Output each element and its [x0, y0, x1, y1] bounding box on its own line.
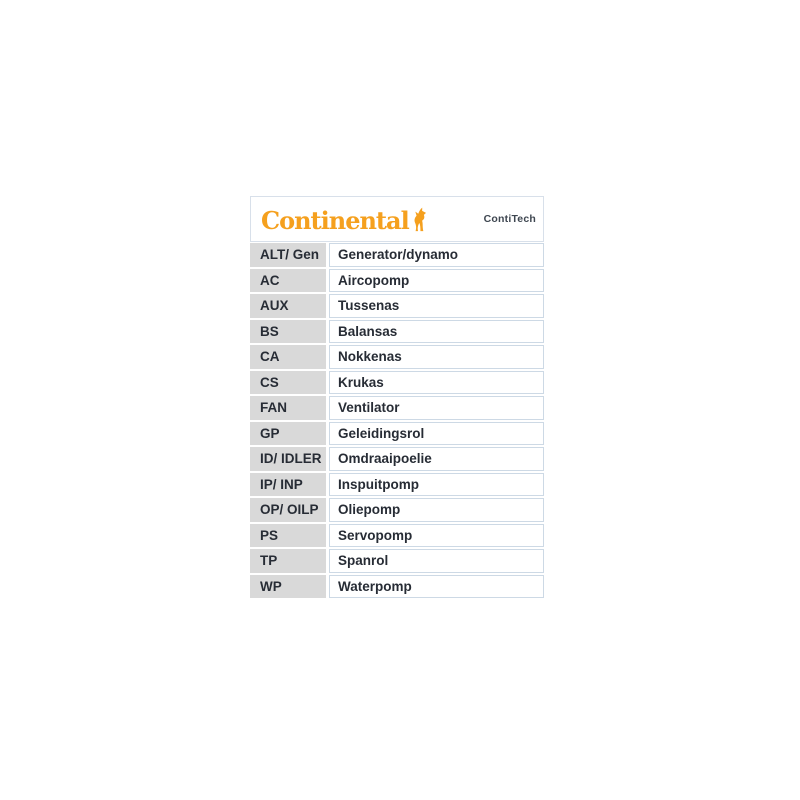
abbreviation-cell: AUX	[250, 294, 326, 318]
legend-row	[250, 294, 544, 318]
legend-row	[250, 447, 544, 471]
meaning-cell: Waterpomp	[329, 575, 544, 599]
legend-row	[250, 320, 544, 344]
legend-card	[250, 196, 544, 600]
meaning-cell: Aircopomp	[329, 269, 544, 293]
legend-body	[250, 243, 544, 598]
meaning-cell: Generator/dynamo	[329, 243, 544, 267]
meaning-cell: Tussenas	[329, 294, 544, 318]
legend-row	[250, 243, 544, 267]
meaning-cell: Inspuitpomp	[329, 473, 544, 497]
abbreviation-cell: TP	[250, 549, 326, 573]
legend-row	[250, 524, 544, 548]
abbreviation-cell: ALT/ Gen	[250, 243, 326, 267]
meaning-cell: Oliepomp	[329, 498, 544, 522]
abbreviation-cell: BS	[250, 320, 326, 344]
abbreviation-cell: IP/ INP	[250, 473, 326, 497]
continental-wordmark: Continental	[261, 205, 409, 235]
legend-header	[250, 196, 544, 242]
contitech-wordmark: ContiTech	[483, 213, 536, 225]
abbreviation-cell: GP	[250, 422, 326, 446]
legend-row	[250, 371, 544, 395]
abbreviation-cell: PS	[250, 524, 326, 548]
legend-row	[250, 396, 544, 420]
abbreviation-cell: OP/ OILP	[250, 498, 326, 522]
legend-row	[250, 473, 544, 497]
meaning-cell: Spanrol	[329, 549, 544, 573]
legend-row	[250, 269, 544, 293]
abbreviation-cell: AC	[250, 269, 326, 293]
abbreviation-cell: WP	[250, 575, 326, 599]
legend-row	[250, 549, 544, 573]
legend-row	[250, 345, 544, 369]
rearing-horse-icon	[410, 206, 428, 232]
meaning-cell: Balansas	[329, 320, 544, 344]
meaning-cell: Nokkenas	[329, 345, 544, 369]
meaning-cell: Servopomp	[329, 524, 544, 548]
abbreviation-cell: CA	[250, 345, 326, 369]
meaning-cell: Omdraaipoelie	[329, 447, 544, 471]
legend-row	[250, 422, 544, 446]
abbreviation-cell: CS	[250, 371, 326, 395]
meaning-cell: Krukas	[329, 371, 544, 395]
legend-row	[250, 498, 544, 522]
abbreviation-cell: ID/ IDLER	[250, 447, 326, 471]
meaning-cell: Geleidingsrol	[329, 422, 544, 446]
meaning-cell: Ventilator	[329, 396, 544, 420]
abbreviation-cell: FAN	[250, 396, 326, 420]
legend-row	[250, 575, 544, 599]
continental-logo	[261, 206, 428, 233]
